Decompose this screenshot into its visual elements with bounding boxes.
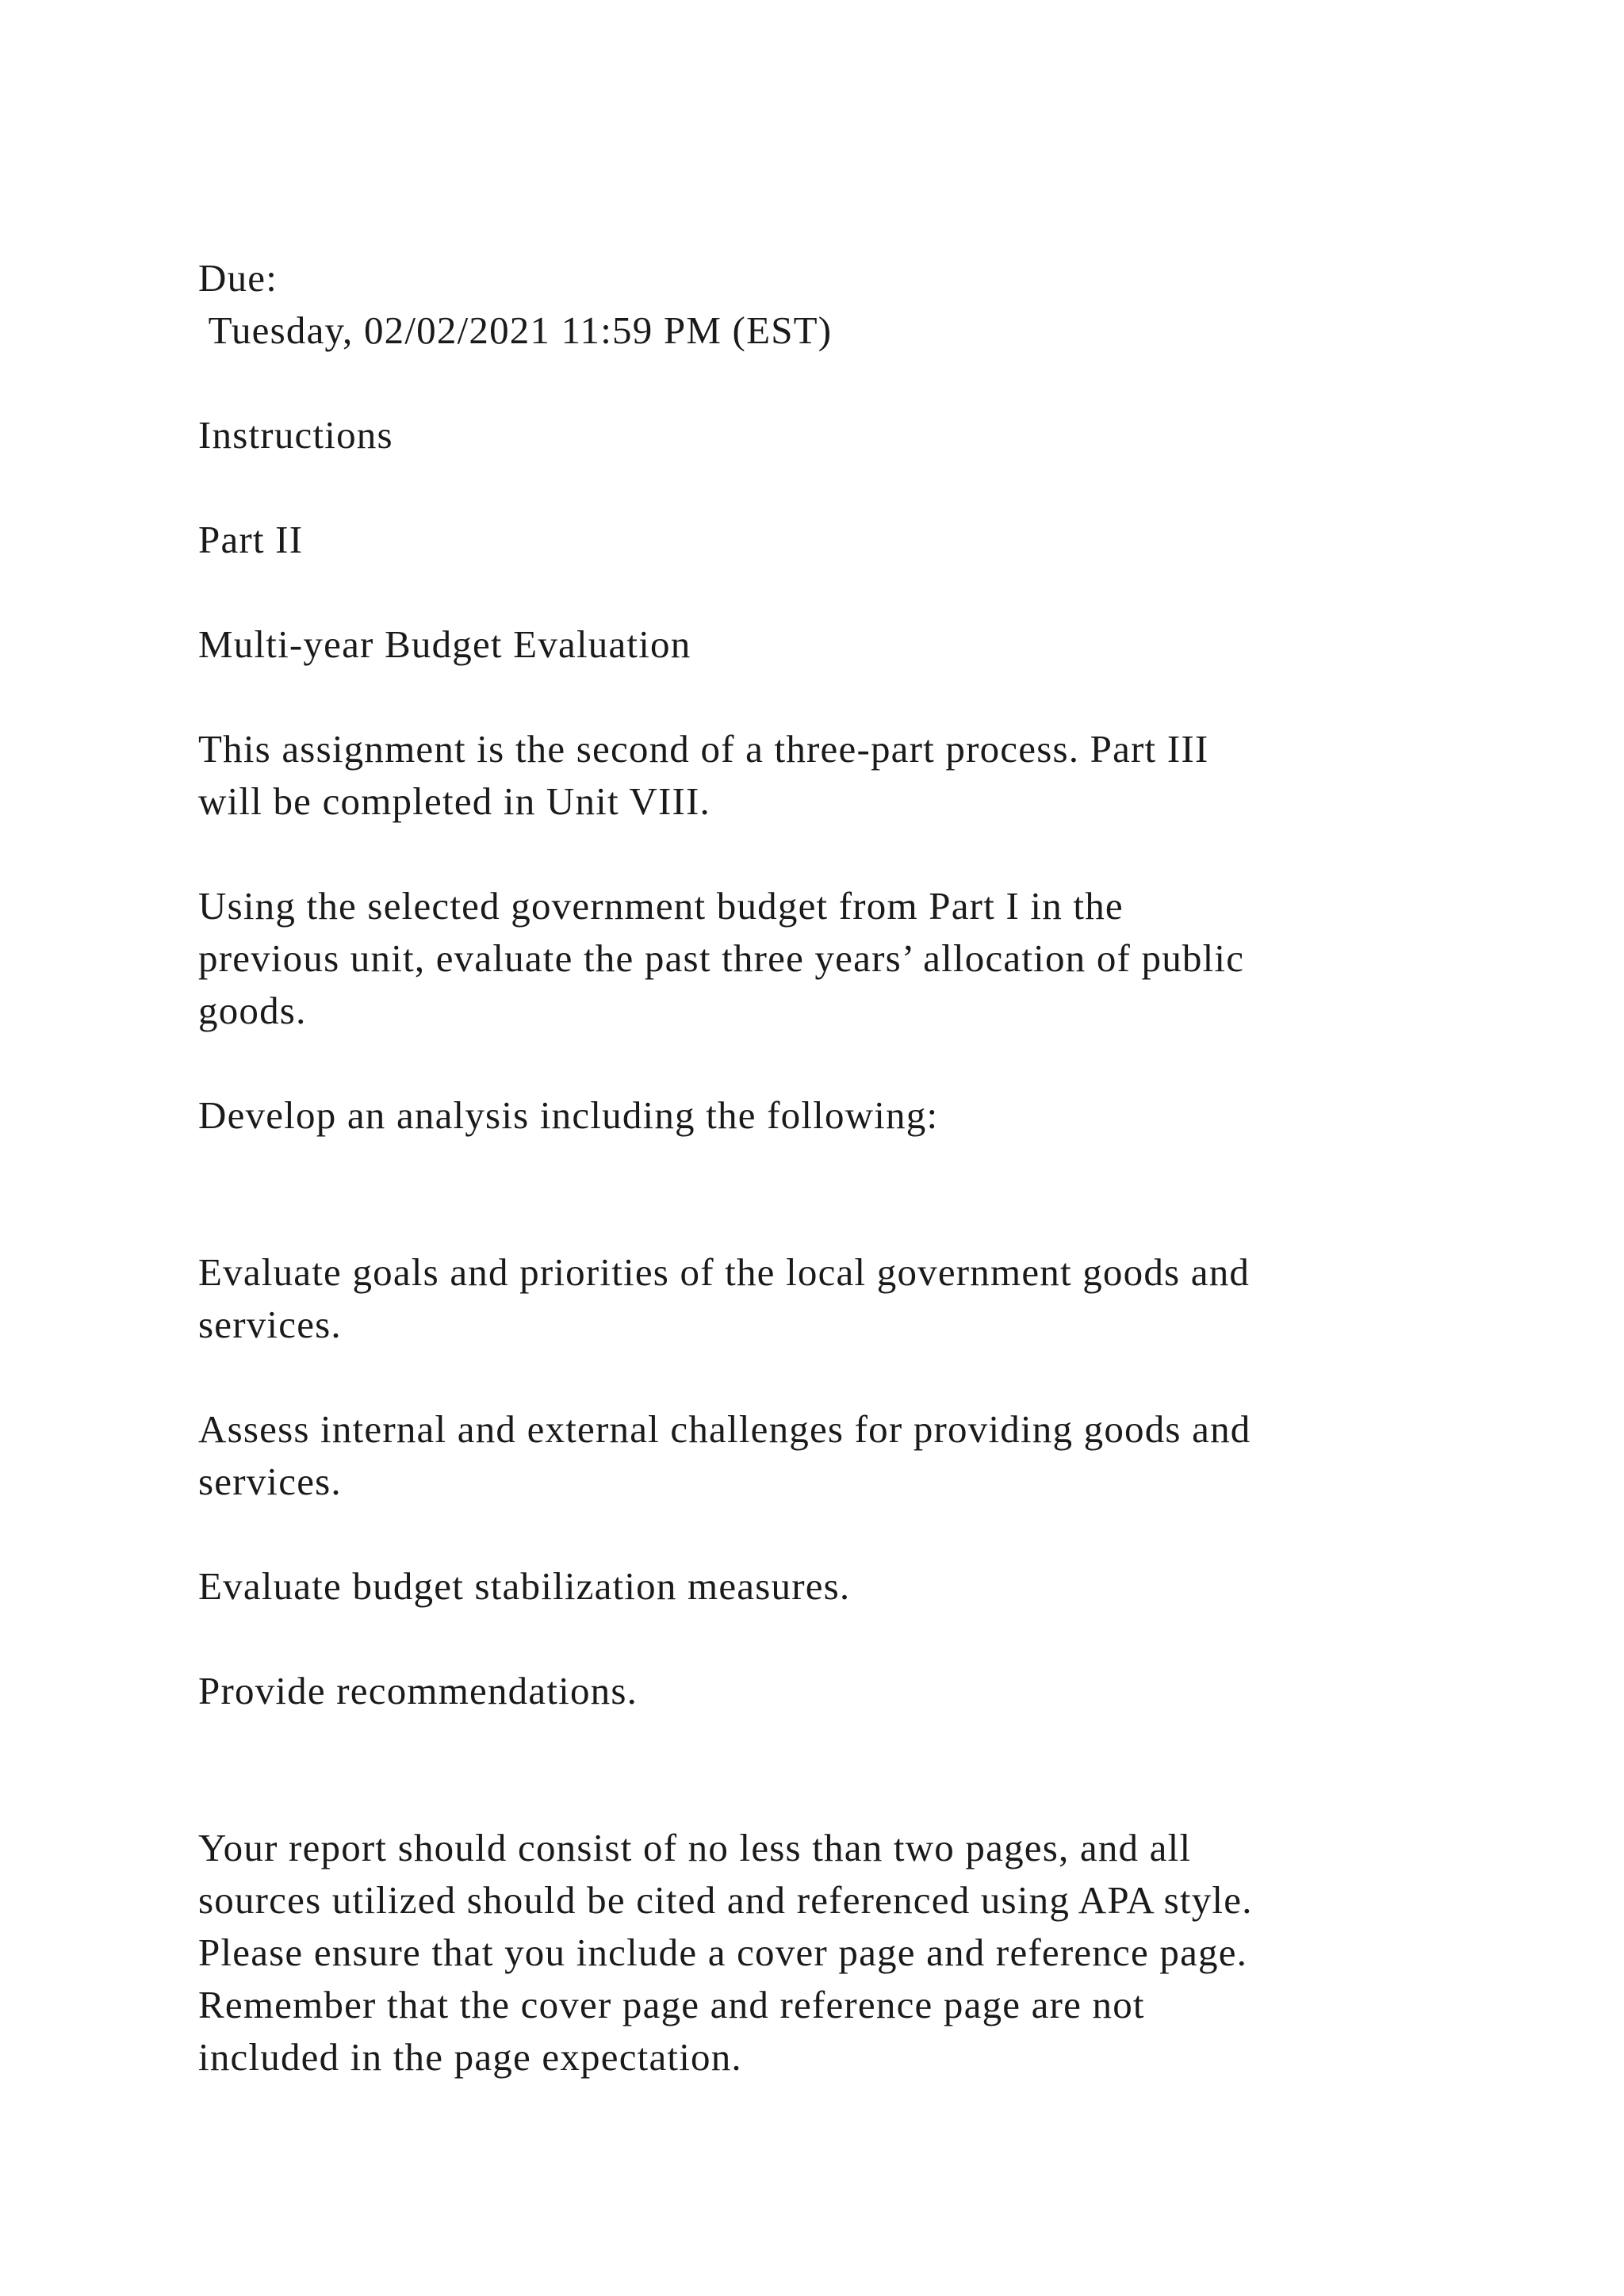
intro-line-2: will be completed in Unit VIII. <box>198 779 710 823</box>
item-recommendations: Provide recommendations. <box>198 1669 638 1712</box>
item-challenges-line-2: services. <box>198 1460 342 1503</box>
develop-line: Develop an analysis including the following: <box>198 1093 939 1137</box>
assignment-title: Multi-year Budget Evaluation <box>198 622 691 666</box>
document-page <box>198 252 1507 2084</box>
report-line-1: Your report should consist of no less than two pages, and all <box>198 1826 1192 1869</box>
report-line-5: included in the page expectation. <box>198 2035 742 2079</box>
item-challenges-line-1: Assess internal and external challenges for providing goods and <box>198 1407 1251 1451</box>
budget-line-2: previous unit, evaluate the past three years’ allocation of public <box>198 936 1245 980</box>
budget-line-1: Using the selected government budget from Part I in the <box>198 884 1124 928</box>
item-stabilization: Evaluate budget stabilization measures. <box>198 1564 851 1608</box>
item-goals-line-2: services. <box>198 1303 342 1346</box>
due-label: Due: <box>198 256 278 300</box>
report-line-3: Please ensure that you include a cover page and reference page. <box>198 1931 1248 1974</box>
instructions-heading: Instructions <box>198 413 393 457</box>
report-line-2: sources utilized should be cited and referenced using APA style. <box>198 1878 1253 1922</box>
part-label: Part II <box>198 518 304 561</box>
due-date: Tuesday, 02/02/2021 11:59 PM (EST) <box>198 308 833 352</box>
intro-line-1: This assignment is the second of a three-part process. Part III <box>198 727 1209 771</box>
report-line-4: Remember that the cover page and reference page are not <box>198 1983 1145 2026</box>
item-goals-line-1: Evaluate goals and priorities of the local government goods and <box>198 1250 1251 1294</box>
budget-line-3: goods. <box>198 989 307 1032</box>
